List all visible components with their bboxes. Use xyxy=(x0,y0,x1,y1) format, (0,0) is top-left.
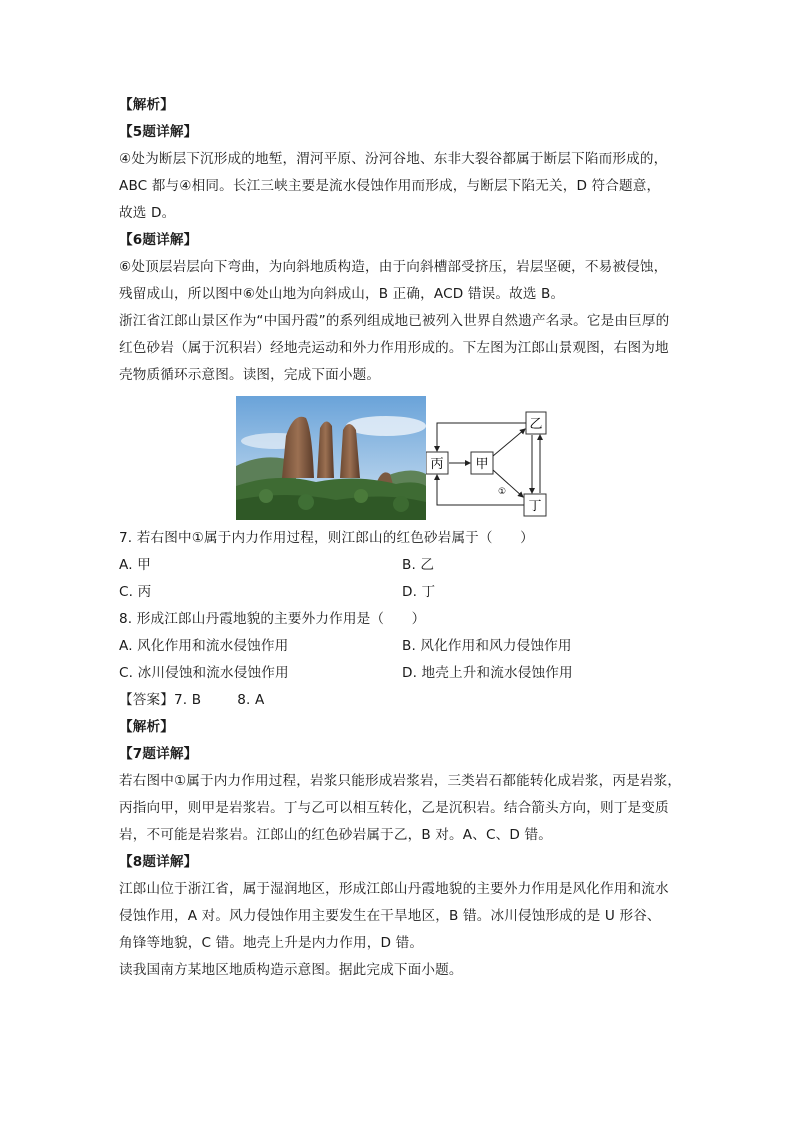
paragraph-line: 读我国南方某地区地质构造示意图。据此完成下面小题。 xyxy=(119,962,463,978)
paragraph-line: 丙指向甲，则甲是岩浆岩。丁与乙可以相互转化，乙是沉积岩。结合箭头方向，则丁是变质 xyxy=(119,800,669,816)
paragraph-line: 壳物质循环示意图。读图，完成下面小题。 xyxy=(119,367,381,383)
paragraph-line: ⑥处顶层岩层向下弯曲，为向斜地质构造，由于向斜槽部受挤压，岩层坚硬，不易被侵蚀， xyxy=(119,259,668,275)
node-yi-label: 乙 xyxy=(529,417,543,432)
node-bing-label: 丙 xyxy=(430,457,444,472)
rock-cycle-diagram xyxy=(426,396,558,520)
figure xyxy=(236,396,558,520)
q8-option-c: C. 冰川侵蚀和流水侵蚀作用 xyxy=(119,665,289,681)
paragraph-line: 故选 D。 xyxy=(119,205,176,221)
paragraph-line: 残留成山，所以图中⑥处山地为向斜成山，B 正确，ACD 错误。故选 B。 xyxy=(119,286,565,302)
answer-line xyxy=(119,690,264,710)
paragraph-line: 岩，不可能是岩浆岩。江郎山的红色砂岩属于乙，B 对。A、C、D 错。 xyxy=(119,827,552,843)
q8-option-b: B. 风化作用和风力侵蚀作用 xyxy=(402,638,572,654)
process-marker: ① xyxy=(497,487,507,497)
arrow-yi-to-bing xyxy=(437,423,526,451)
paragraph-line: 若右图中①属于内力作用过程，岩浆只能形成岩浆岩，三类岩石都能转化成岩浆，丙是岩浆， xyxy=(119,773,682,789)
paragraph-line: 角锋等地貌，C 错。地壳上升是内力作用，D 错。 xyxy=(119,935,424,951)
paragraph-line: 浙江省江郎山景区作为“中国丹霞”的系列组成地已被列入世界自然遗产名录。它是由巨厚的 xyxy=(119,313,670,329)
paragraph-line: 侵蚀作用，A 对。风力侵蚀作用主要发生在干旱地区，B 错。冰川侵蚀形成的是 U 形谷、 xyxy=(119,908,661,924)
arrow-ding-to-bing xyxy=(437,475,524,505)
q7-option-a: A. 甲 xyxy=(119,557,151,573)
analysis-heading: 【解析】 xyxy=(119,97,174,113)
jianglang-mountain-photo xyxy=(236,396,426,520)
paragraph-line: ④处为断层下沉形成的地堑，渭河平原、汾河谷地、东非大裂谷都属于断层下陷而形成的， xyxy=(119,151,668,167)
q7-detail-heading: 【7题详解】 xyxy=(119,746,198,762)
q7-option-b: B. 乙 xyxy=(402,557,435,573)
q7-option-c: C. 丙 xyxy=(119,584,152,600)
answer-second: 8. A xyxy=(237,692,265,708)
paragraph-line: 红色砂岩（属于沉积岩）经地壳运动和外力作用形成的。下左图为江郎山景观图，右图为地 xyxy=(119,340,669,356)
paragraph-line: ABC 都与④相同。长江三峡主要是流水侵蚀作用而形成，与断层下陷无关，D 符合题意， xyxy=(119,178,661,194)
q8-option-a: A. 风化作用和流水侵蚀作用 xyxy=(119,638,289,654)
node-jia-label: 甲 xyxy=(475,457,489,472)
analysis-heading-2: 【解析】 xyxy=(119,719,174,735)
q8-stem: 8. 形成江郎山丹霞地貌的主要外力作用是（ ） xyxy=(119,611,426,627)
arrow-jia-to-yi xyxy=(493,429,525,456)
q8-option-d: D. 地壳上升和流水侵蚀作用 xyxy=(402,665,573,681)
q8-detail-heading: 【8题详解】 xyxy=(119,854,198,870)
q7-option-d: D. 丁 xyxy=(402,584,436,600)
q6-detail-heading: 【6题详解】 xyxy=(119,232,198,248)
q7-stem: 7. 若右图中①属于内力作用过程，则江郎山的红色砂岩属于（ ） xyxy=(119,530,534,546)
node-ding-label: 丁 xyxy=(528,499,542,514)
answer-label: 【答案】7. B xyxy=(119,692,202,708)
q5-detail-heading: 【5题详解】 xyxy=(119,124,198,140)
paragraph-line: 江郎山位于浙江省，属于湿润地区，形成江郎山丹霞地貌的主要外力作用是风化作用和流水 xyxy=(119,881,669,897)
